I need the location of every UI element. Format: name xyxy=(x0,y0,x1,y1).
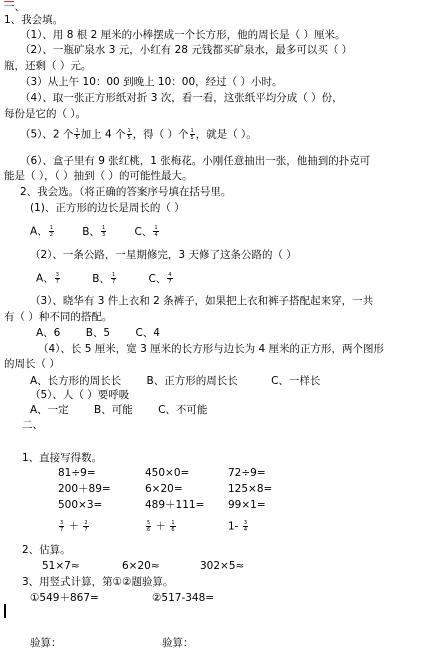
fraction: $\frac{3}{7}$ xyxy=(60,520,64,533)
option-a: A、长方形的周长长 xyxy=(30,375,122,387)
calc-item: 99×1= xyxy=(228,499,266,511)
calc-item: 125×8= xyxy=(228,483,273,495)
choose-q1-options xyxy=(30,225,160,238)
calc-item: 81÷9= xyxy=(58,467,96,479)
choose-q5-options xyxy=(30,405,207,416)
calc-fraction-subtract xyxy=(228,520,249,533)
calc-item: 500×3= xyxy=(58,499,103,511)
fraction: $\frac{5}{6}$ xyxy=(147,520,151,533)
one-minus: 1- xyxy=(228,520,239,533)
choose-q5: （5）、人（ ）要呼吸 xyxy=(30,389,130,401)
vertical-calc-item: ②517-348= xyxy=(152,592,215,604)
estimate-item: 6×20≈ xyxy=(122,560,160,572)
calc-heading: 1、直接写得数。 xyxy=(22,452,103,464)
fraction: $\frac{1}{6}$ xyxy=(171,520,175,533)
choose-q1: (1)、正方形的边长是周长的（ ） xyxy=(30,202,185,214)
option-a: A、一定 xyxy=(30,404,69,416)
fraction: $\frac{2}{7}$ xyxy=(84,520,88,533)
calc-fraction-add xyxy=(145,520,177,533)
estimate-heading: 2、估算。 xyxy=(22,544,71,556)
fill-q4-line2: 每份是它的（ ）。 xyxy=(4,108,87,120)
option-b: B、 xyxy=(92,272,110,285)
fill-q4-line1: （4）、取一张正方形纸对折 3 次，看一看，这张纸平均分成（ ）份， xyxy=(20,92,343,104)
option-c: C、4 xyxy=(135,327,160,339)
fraction-option: $\frac{1}{2}$ xyxy=(49,225,53,238)
fill-q2-line2: 瓶，还剩（ ）元。 xyxy=(4,60,92,72)
fraction: $\frac{3}{4}$ xyxy=(243,520,248,533)
section-two-title: 二、 xyxy=(22,419,43,431)
option-b: B、5 xyxy=(85,327,111,339)
calc-item: 200＋89= xyxy=(58,483,111,495)
option-a: A、 xyxy=(30,225,48,238)
check-label: 验算： xyxy=(162,637,194,649)
choose-heading: 2、我会选。（将正确的答案序号填在括号里。 xyxy=(20,186,232,198)
fill-q5 xyxy=(20,128,257,141)
option-a: A、6 xyxy=(36,327,61,339)
choose-q4-options xyxy=(30,376,320,387)
fraction-one-fifth: $\frac{1}{5}$ xyxy=(75,128,79,141)
plus-sign: ＋ xyxy=(155,520,167,533)
fill-q5-part4: ，就是（ ）。 xyxy=(195,128,257,141)
plus-sign: ＋ xyxy=(68,520,80,533)
fill-q6-line1: （6）、盒子里有 9 张红桃，1 张梅花。小刚任意抽出一张，他抽到的扑克可 xyxy=(20,155,371,167)
calc-item: 450×0= xyxy=(145,467,190,479)
fraction-one-fifth: $\frac{1}{5}$ xyxy=(127,128,131,141)
choose-q3-line2: 有（ ）种不同的搭配。 xyxy=(4,311,113,323)
fraction-option: $\frac{1}{4}$ xyxy=(154,225,158,238)
fill-heading: 1、我会填。 xyxy=(4,14,64,26)
option-b: B、正方形的周长长 xyxy=(146,375,238,387)
fill-q2-line1: （2）、一瓶矿泉水 3 元，小红有 28 元钱都买矿泉水，最多可以买（ ） xyxy=(20,44,353,56)
fraction-option: $\frac{4}{7}$ xyxy=(168,272,172,285)
fill-q5-part2: 加上 4 个 xyxy=(80,128,126,141)
choose-q2-options xyxy=(36,272,174,285)
calc-fraction-add xyxy=(58,520,90,533)
fill-q6-line2: 能是（ ），（ ）抽到（ ）的可能性最大。 xyxy=(4,170,193,182)
check-label: 验算： xyxy=(30,637,62,649)
fraction-option: $\frac{1}{7}$ xyxy=(111,272,116,285)
text-cursor xyxy=(4,604,6,618)
fill-q1: （1）、用 8 根 2 厘米的小棒摆成一个长方形，他的周长是（ ）厘米。 xyxy=(20,29,346,41)
option-c: C、 xyxy=(134,225,153,238)
calc-item: 72÷9= xyxy=(228,467,266,479)
vertical-calc-heading: 3、用竖式计算，第①②题验算。 xyxy=(22,576,174,588)
choose-q3-line1: （3）、晓华有 3 件上衣和 2 条裤子，如果把上衣和裤子搭配起来穿，一共 xyxy=(30,295,374,307)
estimate-item: 302×5≈ xyxy=(200,560,245,572)
calc-item: 489＋111= xyxy=(145,499,205,511)
choose-q2: （2）、一条公路，一星期修完，3 天修了这条公路的（ ） xyxy=(30,249,297,261)
estimate-item: 51×7≈ xyxy=(42,560,80,572)
fraction-one-fifth: $\frac{1}{5}$ xyxy=(190,128,194,141)
fill-q5-part3: ，得（ ）个 xyxy=(132,128,189,141)
choose-q4-line1: （4）、长 5 厘米，宽 3 厘米的长方形与边长为 4 厘米的正方形，两个图形 xyxy=(38,343,384,355)
fraction-option: $\frac{3}{7}$ xyxy=(55,272,59,285)
choose-q3-options xyxy=(36,328,160,339)
section-one-title: 一、 xyxy=(4,1,25,13)
option-c: C、不可能 xyxy=(158,404,208,416)
vertical-calc-item: ①549＋867= xyxy=(30,592,99,604)
option-c: C、 xyxy=(148,272,167,285)
option-b: B、可能 xyxy=(94,404,133,416)
fill-q5-part1: （5）、2 个 xyxy=(20,128,74,141)
option-c: C、一样长 xyxy=(271,375,321,387)
fraction-option: $\frac{1}{3}$ xyxy=(101,225,106,238)
option-b: B、 xyxy=(82,225,100,238)
choose-q4-line2: 的周长（ ） xyxy=(4,358,60,370)
fill-q3: （3）从上午 10：00 到晚上 10：00，经过（ ）小时。 xyxy=(20,76,283,88)
calc-item: 6×20= xyxy=(145,483,183,495)
option-a: A、 xyxy=(36,272,54,285)
